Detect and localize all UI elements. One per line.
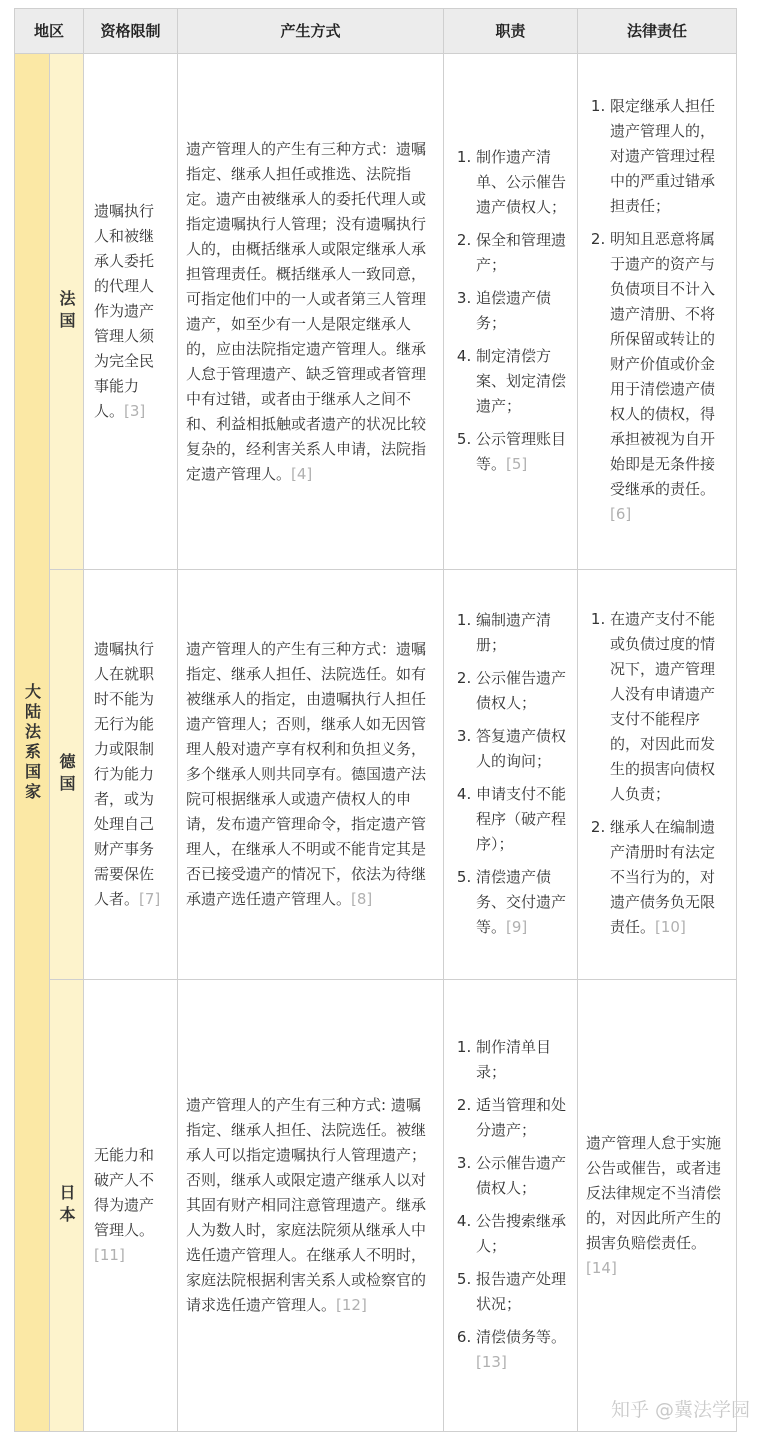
method-france <box>178 54 444 570</box>
list-item: 1. 制作清单目录； <box>476 1035 569 1085</box>
method-text: 遗产管理人的产生有三种方式: 遗嘱指定、继承人担任、法院选任。被继承人可以指定遗嘱执行人管理遗产；否则，继承人或限定遗产继承人以对其固有财产相同注意管理遗产。继承人为数人时，家庭法院须从继承人中选任遗产管理人。在继承人不明时，家庭法院根据利害关系人或检察官的请求选任遗产管理人。 <box>186 1096 427 1314</box>
country-france: 法国 <box>50 54 84 570</box>
citation: [7] <box>139 890 161 908</box>
header-duties: 职责 <box>444 9 578 54</box>
list-item: 3. 追偿遗产债务； <box>476 286 569 336</box>
citation: [3] <box>124 402 146 420</box>
table-row-japan <box>15 980 737 1432</box>
list-item: 1. 编制遗产清册； <box>476 608 569 658</box>
list-item: 1. 限定继承人担任遗产管理人的，对遗产管理过程中的严重过错承担责任； <box>610 94 728 219</box>
list-item: 6. 清偿债务等。[13] <box>476 1325 569 1375</box>
method-japan <box>178 980 444 1432</box>
list-item: 2. 适当管理和处分遗产； <box>476 1093 569 1143</box>
list-item: 2. 公示催告遗产债权人； <box>476 666 569 716</box>
liability-japan <box>578 980 737 1432</box>
header-region: 地区 <box>15 9 84 54</box>
citation: [10] <box>655 918 686 936</box>
header-method: 产生方式 <box>178 9 444 54</box>
list-item: 3. 答复遗产债权人的询问； <box>476 724 569 774</box>
list-item: 2. 明知且恶意将属于遗产的资产与负债项目不计入遗产清册、不将所保留或转让的财产价值或价金用于清偿遗产债权人的债权，得承担被视为自开始即是无条件接受继承的责任。[6] <box>610 227 728 527</box>
header-row <box>15 9 737 54</box>
header-qualification: 资格限制 <box>84 9 178 54</box>
citation: [6] <box>610 505 632 523</box>
liability-text: 遗产管理人怠于实施公告或催告，或者违反法律规定不当清偿的，对因此所产生的损害负赔偿责任。 <box>586 1133 722 1252</box>
citation: [8] <box>351 890 373 908</box>
list-item: 5. 报告遗产处理状况； <box>476 1267 569 1317</box>
list-item: 2. 保全和管理遗产； <box>476 228 569 278</box>
method-text: 遗产管理人的产生有三种方式：遗嘱指定、继承人担任或推选、法院指定。遗产由被继承人的委托代理人或指定遗嘱执行人管理；没有遗嘱执行人的，由概括继承人或限定继承人承担管理责任。概括继承人一致同意，可指定他们中的一人或者第三人管理遗产，如至少有一人是限定继承人的，应由法院指定遗产管理人。继承人怠于管理遗产、缺乏管理或者管理中有过错，或者由于继承人之间不和、利益相抵触或者遗产的状况比较复杂的，经利害关系人申请，法院指定遗产管理人。 <box>186 139 427 483</box>
list-item: 5. 公示管理账目等。[5] <box>476 427 569 477</box>
qualification-text: 遗嘱执行人在就职时不能为无行为能力或限制行为能力者，或为处理自己财产事务需要保佐人者。 <box>94 640 155 908</box>
citation: [12] <box>336 1296 367 1314</box>
list-item: 5. 清偿遗产债务、交付遗产等。[9] <box>476 865 569 940</box>
header-liability: 法律责任 <box>578 9 737 54</box>
method-text: 遗产管理人的产生有三种方式：遗嘱指定、继承人担任、法院选任。如有被继承人的指定，由遗嘱执行人担任遗产管理人；否则，继承人如无因管理人般对遗产享有权利和负担义务，多个继承人则共同享有。德国遗产法院可根据继承人或遗产债权人的申请，发布遗产管理命令，指定遗产管理人，在继承人不明或不能肯定其是否已接受遗产的情况下，依法为待继承遗产选任遗产管理人。 <box>186 640 427 908</box>
citation: [9] <box>506 917 528 936</box>
list-item: 3. 公示催告遗产债权人； <box>476 1151 569 1201</box>
duties-germany <box>444 570 578 980</box>
country-germany: 德国 <box>50 570 84 980</box>
method-germany <box>178 570 444 980</box>
liability-germany <box>578 570 737 980</box>
qualification-text: 无能力和破产人不得为遗产管理人。 <box>94 1146 155 1239</box>
qualification-japan <box>84 980 178 1432</box>
liability-france <box>578 54 737 570</box>
qualification-france <box>84 54 178 570</box>
citation: [11] <box>94 1246 125 1264</box>
region-label: 大陆法系国家 <box>15 54 50 1432</box>
list-item: 4. 制定清偿方案、划定清偿遗产； <box>476 344 569 419</box>
citation: [4] <box>291 464 313 483</box>
legal-comparison-table <box>14 8 737 1432</box>
table-row-france <box>15 54 737 570</box>
watermark: 知乎 @冀法学园 <box>610 1399 750 1421</box>
table-row-germany <box>15 570 737 980</box>
citation: [5] <box>506 454 528 473</box>
list-item: 1. 制作遗产清单、公示催告遗产债权人； <box>476 145 569 220</box>
duties-japan <box>444 980 578 1432</box>
list-item: 4. 申请支付不能程序（破产程序）； <box>476 782 569 857</box>
duties-france <box>444 54 578 570</box>
list-item: 2. 继承人在编制遗产清册时有法定不当行为的，对遗产债务负无限责任。[10] <box>610 815 728 940</box>
country-japan: 日本 <box>50 980 84 1432</box>
list-item: 1. 在遗产支付不能或负债过度的情况下，遗产管理人没有申请遗产支付不能程序的，对因此而发生的损害向债权人负责； <box>610 607 728 807</box>
qualification-germany <box>84 570 178 980</box>
citation: [13] <box>476 1352 507 1371</box>
qualification-text: 遗嘱执行人和被继承人委托的代理人作为遗产管理人须为完全民事能力人。 <box>94 202 155 420</box>
citation: [14] <box>586 1258 617 1277</box>
list-item: 4. 公告搜索继承人； <box>476 1209 569 1259</box>
